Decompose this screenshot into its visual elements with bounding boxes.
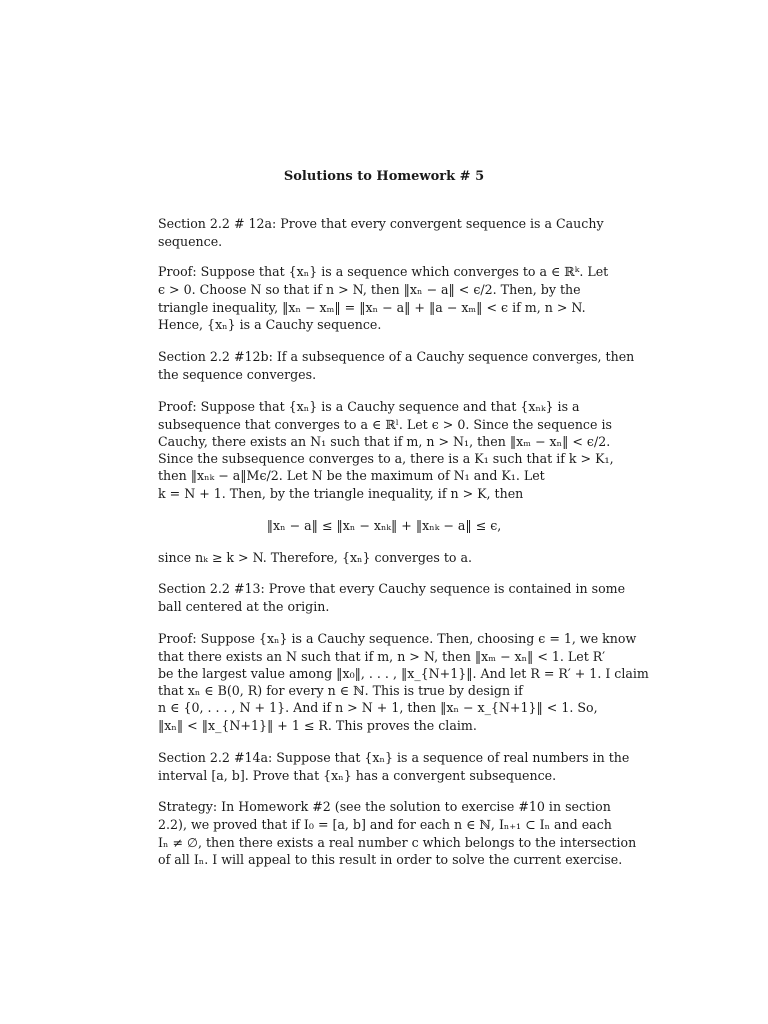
text-line: Section 2.2 # 12a: Prove that every convergent sequence is a Cauchy: [158, 216, 604, 231]
text-line: Proof: Suppose that {xₙ} is a sequence which converges to a ∈ ℝᵏ. Let: [158, 264, 609, 279]
text-line: Strategy: In Homework #2 (see the solution to exercise #10 in section: [158, 799, 611, 814]
text-line: Proof: Suppose that {xₙ} is a Cauchy sequence and that {xₙₖ} is a: [158, 399, 580, 414]
text-line: the sequence converges.: [158, 367, 317, 382]
text-line: 2.2), we proved that if I₀ = [a, b] and for each n ∈ ℕ, Iₙ₊₁ ⊂ Iₙ and each: [158, 817, 612, 832]
text-line: since nₖ ≥ k > N. Therefore, {xₙ} converges to a.: [158, 550, 472, 565]
text-line: be the largest value among ‖x₀‖, . . . , ‖x_{N+1}‖. And let R = R′ + 1. I claim: [158, 666, 649, 681]
text-line: interval [a, b]. Prove that {xₙ} has a convergent subsequence.: [158, 768, 557, 783]
text-line: that xₙ ∈ B(0, R) for every n ∈ ℕ. This is true by design if: [158, 683, 523, 698]
text-line: sequence.: [158, 234, 223, 249]
text-line: then ‖xₙₖ − a‖Mϵ/2. Let N be the maximum of N₁ and K₁. Let: [158, 468, 545, 483]
text-line: Iₙ ≠ ∅, then there exists a real number c which belongs to the intersection: [158, 835, 637, 850]
text-line: k = N + 1. Then, by the triangle inequality, if n > K, then: [158, 486, 524, 501]
text-line: that there exists an N such that if m, n > N, then ‖xₘ − xₙ‖ < 1. Let R′: [158, 649, 606, 664]
text-line: ‖xₙ‖ < ‖x_{N+1}‖ + 1 ≤ R. This proves the claim.: [158, 718, 477, 733]
text-line: Section 2.2 #12b: If a subsequence of a Cauchy sequence converges, then: [158, 349, 635, 364]
page-title: Solutions to Homework # 5: [283, 169, 485, 184]
text-line: Since the subsequence converges to a, there is a K₁ such that if k > K₁,: [158, 451, 614, 466]
text-line: subsequence that converges to a ∈ ℝˡ. Let ϵ > 0. Since the sequence is: [158, 417, 612, 432]
text-line: ball centered at the origin.: [158, 599, 330, 614]
text-line: of all Iₙ. I will appeal to this result in order to solve the current exercise.: [158, 852, 623, 867]
text-line: ϵ > 0. Choose N so that if n > N, then ‖xₙ − a‖ < ϵ/2. Then, by the: [158, 282, 581, 297]
text-line: n ∈ {0, . . . , N + 1}. And if n > N + 1, then ‖xₙ − x_{N+1}‖ < 1. So,: [158, 700, 598, 715]
text-line: triangle inequality, ‖xₙ − xₘ‖ = ‖xₙ − a‖ + ‖a − xₘ‖ < ϵ if m, n > N.: [158, 300, 586, 315]
text-line: Cauchy, there exists an N₁ such that if m, n > N₁, then ‖xₘ − xₙ‖ < ϵ/2.: [158, 434, 611, 449]
display-equation: ‖xₙ − a‖ ≤ ‖xₙ − xₙₖ‖ + ‖xₙₖ − a‖ ≤ ϵ,: [266, 518, 502, 533]
text-line: Section 2.2 #14a: Suppose that {xₙ} is a sequence of real numbers in the: [158, 750, 630, 765]
text-line: Section 2.2 #13: Prove that every Cauchy sequence is contained in some: [158, 581, 626, 596]
text-line: Hence, {xₙ} is a Cauchy sequence.: [158, 317, 382, 332]
text-line: Proof: Suppose {xₙ} is a Cauchy sequence. Then, choosing ϵ = 1, we know: [158, 631, 637, 646]
